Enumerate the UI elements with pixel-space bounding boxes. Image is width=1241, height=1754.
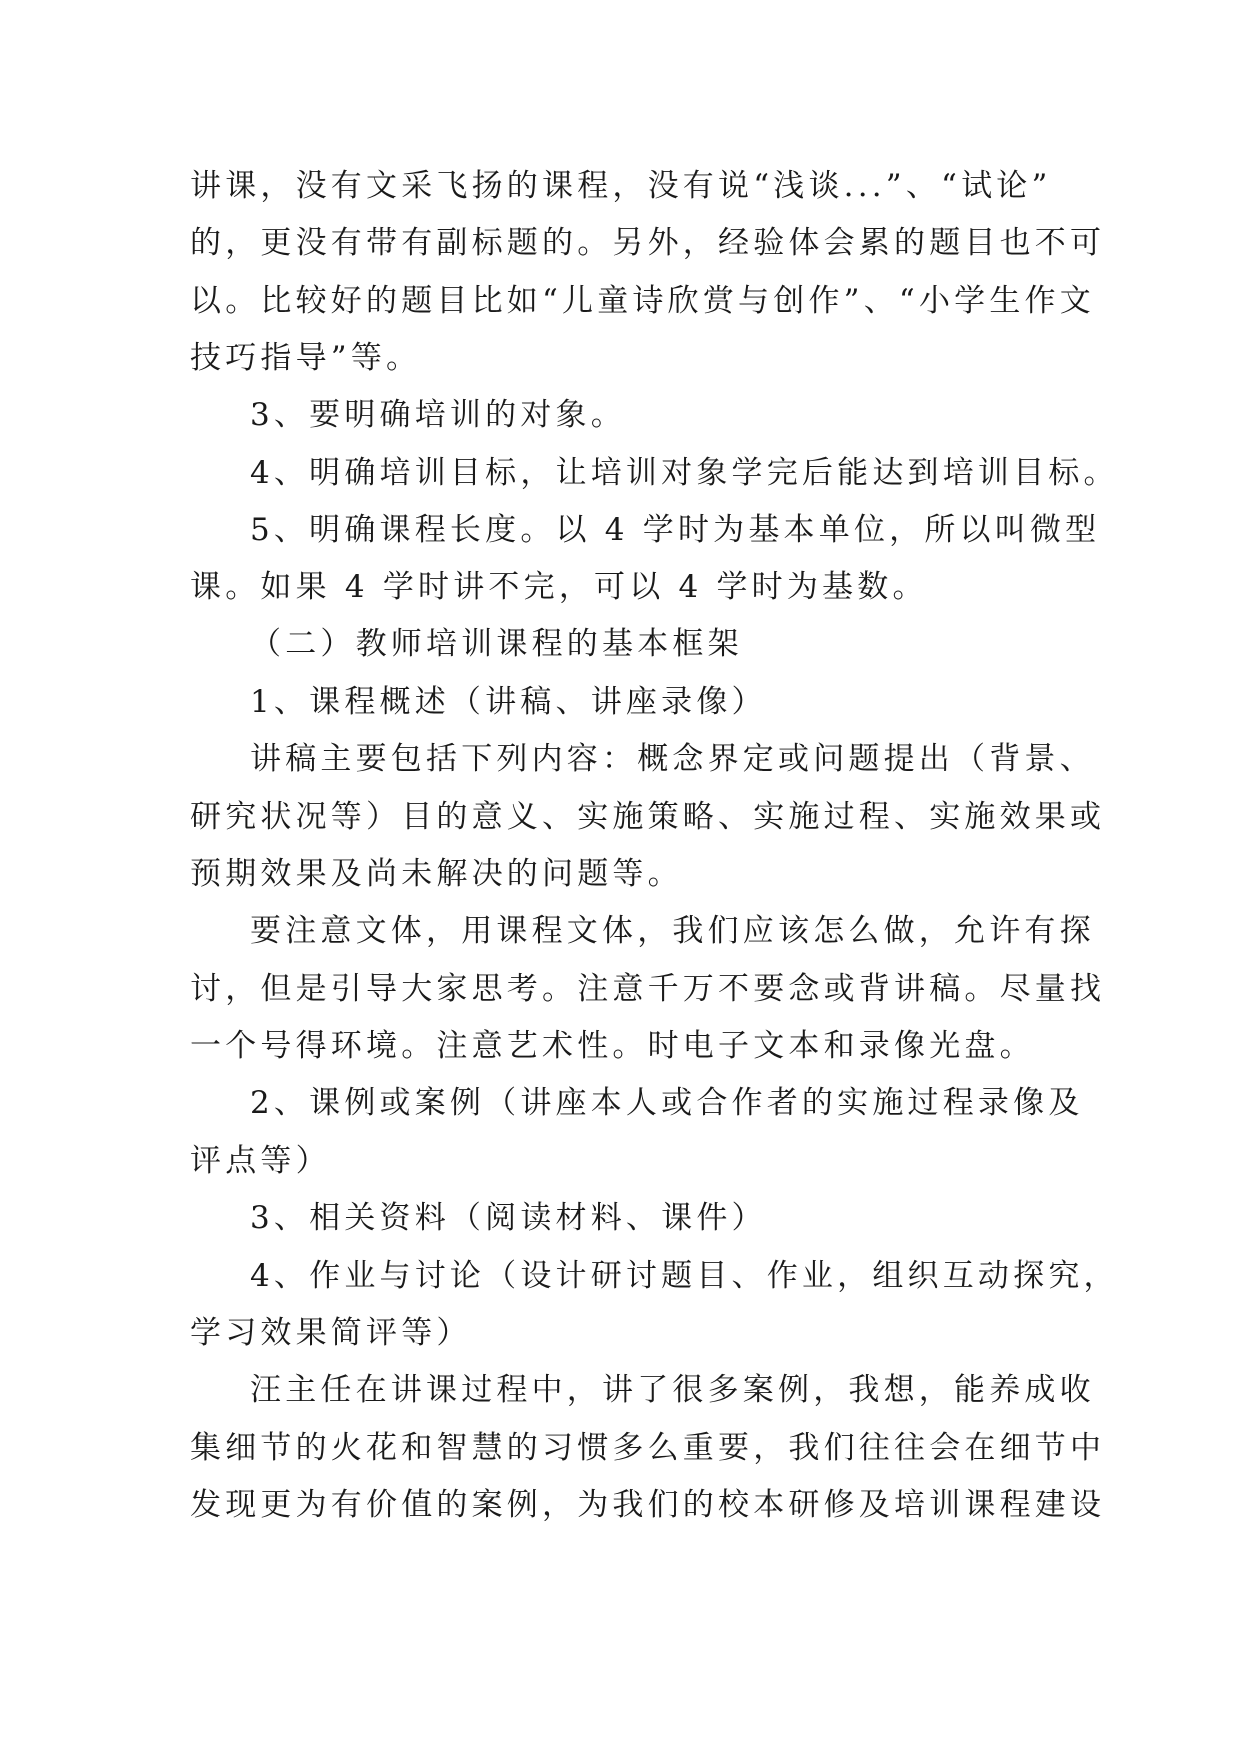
text-line-11: 讲稿主要包括下列内容：概念界定或问题提出（背景、 [250, 741, 1095, 777]
text-line-14: 要注意文体，用课程文体，我们应该怎么做，允许有探 [250, 913, 1095, 949]
text-line-24: 发现更为有价值的案例，为我们的校本研修及培训课程建设 [190, 1487, 1106, 1523]
text-line-5: 3、要明确培训的对象。 [250, 397, 626, 433]
section-heading: （二）教师培训课程的基本框架 [250, 626, 743, 662]
text-line-20: 4、作业与讨论（设计研讨题目、作业，组织互动探究， [250, 1258, 1119, 1294]
text-line-3: 以。比较好的题目比如“儿童诗欣赏与创作”、“小学生作文 [190, 283, 1095, 319]
text-line-12: 研究状况等）目的意义、实施策略、实施过程、实施效果或 [190, 799, 1106, 835]
text-line-4: 技巧指导”等。 [190, 340, 422, 376]
text-line-2: 的，更没有带有副标题的。另外，经验体会累的题目也不可 [190, 225, 1106, 261]
text-line-19: 3、相关资料（阅读材料、课件） [250, 1200, 767, 1236]
text-line-15: 讨，但是引导大家思考。注意千万不要念或背讲稿。尽量找 [190, 971, 1106, 1007]
text-line-7: 5、明确课程长度。以 4 学时为基本单位，所以叫微型 [250, 512, 1101, 548]
text-line-13: 预期效果及尚未解决的问题等。 [190, 856, 683, 892]
text-line-21: 学习效果简评等） [190, 1315, 472, 1351]
text-line-16: 一个号得环境。注意艺术性。时电子文本和录像光盘。 [190, 1028, 1035, 1064]
text-line-22: 汪主任在讲课过程中，讲了很多案例，我想，能养成收 [250, 1372, 1095, 1408]
text-line-23: 集细节的火花和智慧的习惯多么重要，我们往往会在细节中 [190, 1430, 1106, 1466]
text-line-18: 评点等） [190, 1143, 331, 1179]
text-line-17: 2、课例或案例（讲座本人或合作者的实施过程录像及 [250, 1085, 1084, 1121]
text-line-10: 1、课程概述（讲稿、讲座录像） [250, 684, 767, 720]
text-line-8: 课。如果 4 学时讲不完，可以 4 学时为基数。 [190, 569, 928, 605]
text-line-6: 4、明确培训目标，让培训对象学完后能达到培训目标。 [250, 455, 1119, 491]
text-line-1: 讲课，没有文采飞扬的课程，没有说“浅谈...”、“试论” [190, 168, 1052, 204]
